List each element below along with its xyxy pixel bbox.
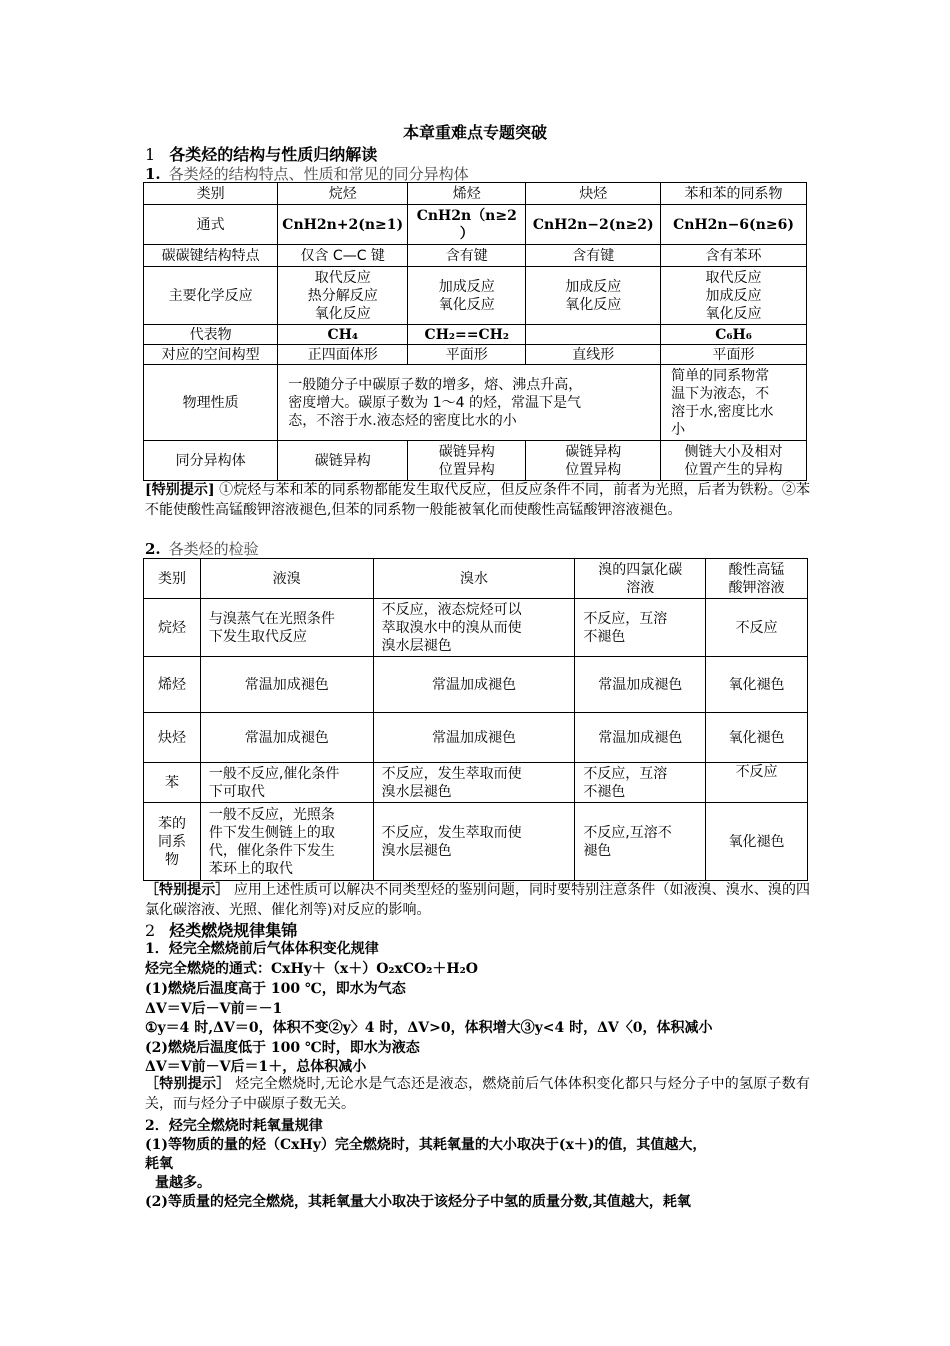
combustion-line: (2)燃烧后温度低于 100 ℃时，即水为液态 — [145, 1040, 420, 1056]
formula-cell: CnH2n（n≥2 ） — [408, 205, 526, 245]
table2-header-cell: 液溴 — [200, 559, 373, 599]
row-label: 烯烃 — [144, 657, 201, 713]
table-cell: 取代反应 热分解反应 氧化反应 — [278, 267, 408, 325]
table-row — [144, 205, 807, 245]
row-label: 通式 — [144, 205, 278, 245]
subsection-1-title: 各类烃的结构特点、性质和常见的同分异构体 — [168, 165, 469, 183]
table-row — [144, 599, 808, 657]
table1-header-cell: 烯烃 — [408, 183, 526, 205]
table-cell: 侧链大小及相对 位置产生的异构 — [661, 441, 807, 481]
table-cell: 加成反应 氧化反应 — [408, 267, 526, 325]
note-text: ①烷烃与苯和苯的同系物都能发生取代反应，但反应条件不同，前者为光照，后者为铁粉。②苯不能使酸性高锰酸钾溶液褪色,但苯的同系物一般能被氧化而使酸性高锰酸钾溶液褪色。 — [145, 482, 811, 518]
row-label: 碳碳键结构特点 — [144, 245, 278, 267]
section-1-number: 1 — [145, 145, 156, 164]
table2-header-row — [144, 559, 808, 599]
row-label: 主要化学反应 — [144, 267, 278, 325]
table-cell: 不反应，互溶 不褪色 — [575, 599, 706, 657]
row-label: 苯的 同系 物 — [144, 803, 201, 881]
note-text: 烃完全燃烧时,无论水是气态还是液态，燃烧前后气体体积变化都只与烃分子中的氢原子数有关，而与烃分子中碳原子数无关。 — [145, 1076, 810, 1112]
table-row — [144, 325, 807, 345]
section-2-number: 2 — [145, 921, 156, 940]
row-label: 炔烃 — [144, 713, 201, 763]
table-row — [144, 763, 808, 803]
section-1-heading — [145, 142, 377, 165]
section-1-title: 各类烃的结构与性质归纳解读 — [169, 145, 378, 164]
formula-cell — [526, 325, 661, 345]
document-title: 本章重难点专题突破 — [402, 123, 547, 142]
combustion-line: 烃完全燃烧的通式：CxHy＋（x＋）O₂xCO₂＋H₂O — [145, 961, 478, 977]
formula-cell: CnH2n−6(n≥6) — [661, 205, 807, 245]
table-cell: 氧化褪色 — [706, 657, 808, 713]
table-cell: 取代反应 加成反应 氧化反应 — [661, 267, 807, 325]
table-row — [144, 803, 808, 881]
table-cell: 含有键 — [408, 245, 526, 267]
subsection-1-number: 1. — [145, 165, 161, 183]
hydrocarbon-structure-table — [143, 182, 807, 481]
special-note-3 — [145, 1074, 810, 1114]
subsection-2-title: 各类烃的检验 — [168, 540, 259, 558]
table2-header-cell: 类别 — [144, 559, 201, 599]
table-cell: 平面形 — [408, 345, 526, 365]
table1-header-cell: 类别 — [144, 183, 278, 205]
table-cell: 碳链异构 位置异构 — [526, 441, 661, 481]
table-cell: 不反应 — [706, 599, 808, 657]
table-row — [144, 657, 808, 713]
table-cell: 直线形 — [526, 345, 661, 365]
note-text: 应用上述性质可以解决不同类型烃的鉴别问题，同时要特别注意条件（如液溴、溴水、溴的四氯化碳溶液、光照、催化剂等)对反应的影响。 — [145, 882, 810, 918]
note-tag: [特别提示] — [145, 482, 215, 498]
table-row — [144, 441, 807, 481]
table-cell: 碳链异构 位置异构 — [408, 441, 526, 481]
combustion-line: 量越多。 — [155, 1175, 211, 1191]
physical-properties-cell: 一般随分子中碳原子数的增多，熔、沸点升高， 密度增大。碳原子数为 1～4 的烃，常温下是气 态，不溶于水.液态烃的密度比水的小 — [278, 365, 661, 441]
note-tag: ［特别提示］ — [145, 1076, 231, 1092]
table1-header-cell: 炔烃 — [526, 183, 661, 205]
table-cell: 常温加成褪色 — [575, 657, 706, 713]
table-cell: 平面形 — [661, 345, 807, 365]
table1-header-cell: 苯和苯的同系物 — [661, 183, 807, 205]
table-row — [144, 365, 807, 441]
combustion-line: (2)等质量的烃完全燃烧，其耗氧量大小取决于该烃分子中氢的质量分数,其值越大，耗氧 — [145, 1194, 691, 1210]
section-2-title: 烃类燃烧规律集锦 — [169, 921, 298, 940]
table-cell: 简单的同系物常 温下为液态，不 溶于水,密度比水 小 — [661, 365, 807, 441]
table-cell: 氧化褪色 — [706, 803, 808, 881]
row-label: 烷烃 — [144, 599, 201, 657]
table-cell: 不反应 — [706, 763, 808, 803]
combustion-line: ΔV＝V前－V后＝1＋，总体积减小 — [145, 1059, 367, 1075]
table-cell: 含有键 — [526, 245, 661, 267]
subsection-2-number: 2. — [145, 540, 161, 558]
table-row — [144, 713, 808, 763]
subsection-2-heading — [145, 538, 259, 559]
table-cell: 常温加成褪色 — [373, 657, 575, 713]
table-cell: 不反应，互溶 不褪色 — [575, 763, 706, 803]
table-cell: 与溴蒸气在光照条件 下发生取代反应 — [200, 599, 373, 657]
table1-header-cell: 烷烃 — [278, 183, 408, 205]
table-cell: 不反应，发生萃取而使 溴水层褪色 — [373, 763, 575, 803]
table-cell: 常温加成褪色 — [200, 713, 373, 763]
hydrocarbon-test-table — [143, 558, 808, 881]
combustion-line: (1)等物质的量的烃（CxHy）完全燃烧时，其耗氧量的大小取决于(x＋)的值，其值越大， — [145, 1137, 707, 1153]
subsection-1-heading — [145, 163, 469, 184]
table-cell: 不反应,互溶不 褪色 — [575, 803, 706, 881]
formula-cell: CH₄ — [278, 325, 408, 345]
row-label: 对应的空间构型 — [144, 345, 278, 365]
combustion-line: 2．烃完全燃烧时耗氧量规律 — [145, 1118, 323, 1134]
table-cell: 常温加成褪色 — [373, 713, 575, 763]
row-label: 同分异构体 — [144, 441, 278, 481]
table-cell: 一般不反应,催化条件 下可取代 — [200, 763, 373, 803]
table-cell: 不反应，液态烷烃可以 萃取溴水中的溴从而使 溴水层褪色 — [373, 599, 575, 657]
table-cell: 不反应，发生萃取而使 溴水层褪色 — [373, 803, 575, 881]
table-cell: 常温加成褪色 — [200, 657, 373, 713]
table2-header-cell: 溴的四氯化碳 溶液 — [575, 559, 706, 599]
row-label: 苯 — [144, 763, 201, 803]
table-cell: 一般不反应，光照条 件下发生侧链上的取 代，催化条件下发生 苯环上的取代 — [200, 803, 373, 881]
combustion-line: 耗氧 — [145, 1156, 173, 1172]
combustion-line: ①y＝4 时,ΔV＝0，体积不变②y〉4 时，ΔV>0，体积增大③y<4 时，ΔV〈0，体积减小 — [145, 1020, 713, 1036]
table1-header-row — [144, 183, 807, 205]
combustion-line: 1．烃完全燃烧前后气体体积变化规律 — [145, 941, 379, 957]
note-tag: ［特别提示］ — [145, 882, 230, 898]
formula-cell: CH₂==CH₂ — [408, 325, 526, 345]
table-cell: 含有苯环 — [661, 245, 807, 267]
table-cell: 常温加成褪色 — [575, 713, 706, 763]
table-cell: 氧化褪色 — [706, 713, 808, 763]
formula-cell: CnH2n−2(n≥2) — [526, 205, 661, 245]
table-row — [144, 345, 807, 365]
special-note-2 — [145, 880, 810, 920]
table-cell: 加成反应 氧化反应 — [526, 267, 661, 325]
row-label: 物理性质 — [144, 365, 278, 441]
table-cell: 仅含 C—C 键 — [278, 245, 408, 267]
formula-cell: C₆H₆ — [661, 325, 807, 345]
combustion-line: ΔV＝V后－V前＝－1 — [145, 1001, 283, 1017]
table-row — [144, 267, 807, 325]
table2-header-cell: 酸性高锰 酸钾溶液 — [706, 559, 808, 599]
table2-header-cell: 溴水 — [373, 559, 575, 599]
combustion-line: (1)燃烧后温度高于 100 ℃，即水为气态 — [145, 981, 406, 997]
formula-cell: CnH2n+2(n≥1) — [278, 205, 408, 245]
row-label: 代表物 — [144, 325, 278, 345]
table-row — [144, 245, 807, 267]
special-note-1 — [145, 480, 810, 520]
table-cell: 正四面体形 — [278, 345, 408, 365]
table-cell: 碳链异构 — [278, 441, 408, 481]
